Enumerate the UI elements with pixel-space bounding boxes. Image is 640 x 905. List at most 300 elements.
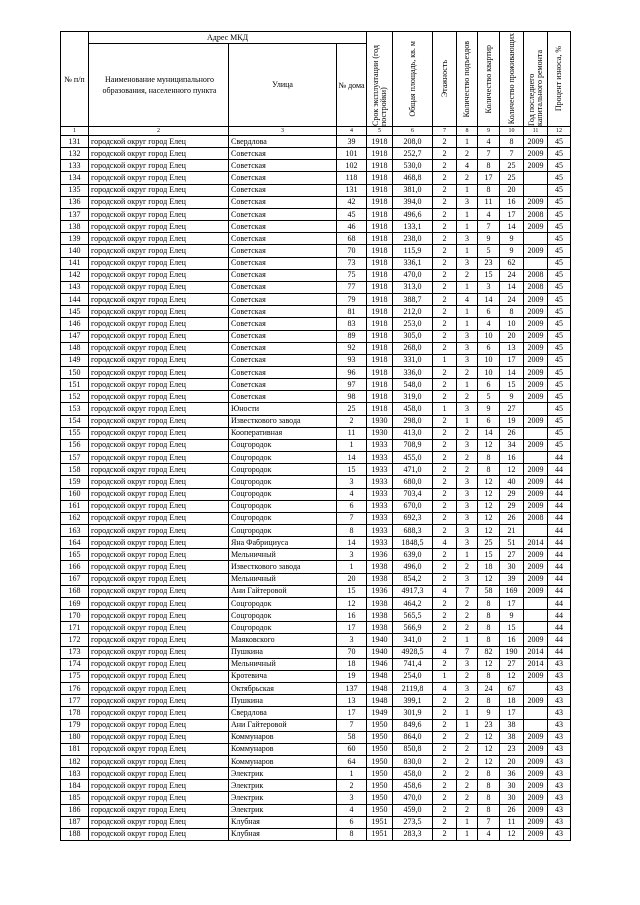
cell-num: 177 [61,695,89,707]
cell-total-area: 708,9 [393,439,433,451]
cell-apartments: 9 [478,403,500,415]
cell-total-area: 639,0 [393,549,433,561]
cell-municipality: городской округ город Елец [89,208,229,220]
cell-wear: 43 [548,780,571,792]
cell-residents: 14 [500,221,524,233]
cell-num: 185 [61,792,89,804]
cell-residents: 9 [500,610,524,622]
cell-entrances: 2 [457,610,478,622]
table-row [61,294,571,306]
cell-municipality: городской округ город Елец [89,136,229,148]
cell-last-repair: 2009 [524,780,548,792]
cell-total-area: 273,5 [393,816,433,828]
cell-year-built: 1951 [367,816,393,828]
cell-wear: 43 [548,804,571,816]
cell-year-built: 1951 [367,828,393,840]
cell-entrances: 7 [457,585,478,597]
cell-year-built: 1938 [367,597,393,609]
cell-total-area: 530,0 [393,160,433,172]
cell-year-built: 1948 [367,683,393,695]
cell-apartments: 8 [478,622,500,634]
cell-total-area: 399,1 [393,695,433,707]
cell-residents: 25 [500,160,524,172]
cell-residents: 25 [500,172,524,184]
cell-entrances: 3 [457,512,478,524]
cell-floors: 2 [433,452,457,464]
cell-year-built: 1918 [367,184,393,196]
cell-municipality: городской округ город Елец [89,768,229,780]
cell-residents: 67 [500,683,524,695]
cell-total-area: 238,0 [393,233,433,245]
table-row [61,427,571,439]
cell-num: 147 [61,330,89,342]
cell-street: Советская [229,184,337,196]
table-row [61,245,571,257]
cell-num: 143 [61,281,89,293]
cell-house: 45 [337,208,367,220]
cell-year-built: 1948 [367,695,393,707]
table-row [61,233,571,245]
cell-wear: 44 [548,464,571,476]
cell-floors: 2 [433,342,457,354]
cell-year-built: 1938 [367,573,393,585]
cell-wear: 45 [548,172,571,184]
cell-residents: 9 [500,233,524,245]
cell-entrances: 3 [457,525,478,537]
cell-house: 96 [337,366,367,378]
cell-year-built: 1950 [367,719,393,731]
cell-apartments: 58 [478,585,500,597]
cell-apartments: 8 [478,160,500,172]
cell-wear: 45 [548,245,571,257]
cell-total-area: 703,4 [393,488,433,500]
cell-wear: 45 [548,184,571,196]
cell-wear: 45 [548,148,571,160]
header-street: Улица [229,44,337,127]
cell-floors: 2 [433,573,457,585]
cell-floors: 2 [433,658,457,670]
cell-entrances: 2 [457,452,478,464]
cell-floors: 2 [433,780,457,792]
cell-street: Коммунаров [229,731,337,743]
cell-apartments: 5 [478,245,500,257]
table-row [61,136,571,148]
cell-wear: 45 [548,342,571,354]
cell-municipality: городской округ город Елец [89,634,229,646]
cell-year-built: 1918 [367,136,393,148]
cell-street: Кротевича [229,670,337,682]
cell-entrances: 3 [457,330,478,342]
cell-street: Советская [229,245,337,257]
cell-apartments: 12 [478,573,500,585]
cell-municipality: городской округ город Елец [89,379,229,391]
cell-floors: 2 [433,561,457,573]
cell-num: 179 [61,719,89,731]
cell-residents: 30 [500,792,524,804]
cell-year-built: 1950 [367,804,393,816]
cell-num: 184 [61,780,89,792]
cell-municipality: городской округ город Елец [89,695,229,707]
cell-apartments: 23 [478,257,500,269]
table-row [61,342,571,354]
cell-residents: 30 [500,780,524,792]
cell-entrances: 1 [457,828,478,840]
cell-wear: 44 [548,452,571,464]
cell-last-repair: 2009 [524,585,548,597]
table-row [61,707,571,719]
cell-municipality: городской округ город Елец [89,597,229,609]
cell-municipality: городской округ город Елец [89,658,229,670]
cell-residents: 27 [500,658,524,670]
cell-apartments: 8 [478,184,500,196]
cell-residents: 36 [500,768,524,780]
table-row [61,525,571,537]
cell-apartments: 4 [478,136,500,148]
cell-last-repair: 2009 [524,245,548,257]
cell-floors: 2 [433,208,457,220]
table-row [61,816,571,828]
header-wear: Процент износа, % [548,32,571,127]
cell-floors: 2 [433,622,457,634]
cell-total-area: 253,0 [393,318,433,330]
table-row [61,439,571,451]
cell-house: 131 [337,184,367,196]
cell-floors: 2 [433,415,457,427]
column-number-wear: 12 [548,127,571,136]
cell-num: 181 [61,743,89,755]
cell-entrances: 2 [457,792,478,804]
cell-municipality: городской округ город Елец [89,743,229,755]
cell-total-area: 4917,3 [393,585,433,597]
cell-apartments: 6 [478,306,500,318]
cell-total-area: 566,9 [393,622,433,634]
cell-apartments: 8 [478,804,500,816]
table-row [61,318,571,330]
cell-residents: 17 [500,208,524,220]
cell-total-area: 298,0 [393,415,433,427]
cell-num: 159 [61,476,89,488]
cell-year-built: 1918 [367,342,393,354]
cell-total-area: 741,4 [393,658,433,670]
cell-floors: 2 [433,318,457,330]
cell-last-repair: 2009 [524,221,548,233]
cell-street: Клубная [229,816,337,828]
table-row [61,488,571,500]
cell-year-built: 1938 [367,622,393,634]
cell-municipality: городской округ город Елец [89,683,229,695]
cell-floors: 4 [433,537,457,549]
cell-entrances: 3 [457,354,478,366]
cell-floors: 2 [433,379,457,391]
cell-year-built: 1933 [367,488,393,500]
cell-municipality: городской округ город Елец [89,342,229,354]
cell-last-repair: 2009 [524,136,548,148]
cell-year-built: 1950 [367,755,393,767]
cell-num: 154 [61,415,89,427]
cell-floors: 2 [433,233,457,245]
cell-municipality: городской округ город Елец [89,512,229,524]
cell-num: 171 [61,622,89,634]
cell-house: 3 [337,634,367,646]
cell-total-area: 115,9 [393,245,433,257]
table-row [61,828,571,840]
cell-wear: 45 [548,330,571,342]
cell-floors: 2 [433,707,457,719]
cell-floors: 2 [433,184,457,196]
cell-street: Советская [229,257,337,269]
cell-entrances: 2 [457,427,478,439]
cell-apartments: 25 [478,537,500,549]
cell-last-repair: 2009 [524,828,548,840]
cell-house: 3 [337,476,367,488]
header-total-area: Общая площадь, кв. м [393,32,433,127]
cell-wear: 45 [548,269,571,281]
cell-wear: 44 [548,573,571,585]
cell-apartments: 8 [478,780,500,792]
cell-total-area: 133,1 [393,221,433,233]
cell-num: 135 [61,184,89,196]
table-row [61,391,571,403]
cell-municipality: городской округ город Елец [89,525,229,537]
cell-last-repair: 2009 [524,743,548,755]
cell-floors: 2 [433,743,457,755]
cell-municipality: городской округ город Елец [89,330,229,342]
cell-last-repair: 2009 [524,804,548,816]
cell-house: 101 [337,148,367,160]
header-row-number: № п/п [61,32,89,127]
cell-wear: 44 [548,512,571,524]
cell-total-area: 455,0 [393,452,433,464]
cell-street: Советская [229,148,337,160]
cell-year-built: 1933 [367,512,393,524]
cell-street: Советская [229,330,337,342]
cell-residents: 12 [500,670,524,682]
cell-apartments: 4 [478,208,500,220]
cell-residents: 23 [500,743,524,755]
cell-apartments: 12 [478,488,500,500]
cell-residents: 27 [500,549,524,561]
cell-year-built: 1918 [367,366,393,378]
cell-floors: 2 [433,257,457,269]
cell-floors: 2 [433,330,457,342]
cell-apartments: 7 [478,816,500,828]
cell-residents: 21 [500,525,524,537]
cell-total-area: 283,3 [393,828,433,840]
cell-residents: 15 [500,379,524,391]
cell-wear: 45 [548,136,571,148]
cell-year-built: 1940 [367,634,393,646]
cell-residents: 40 [500,476,524,488]
cell-last-repair: 2008 [524,512,548,524]
cell-residents: 12 [500,828,524,840]
cell-total-area: 252,7 [393,148,433,160]
cell-wear: 45 [548,196,571,208]
cell-house: 12 [337,597,367,609]
table-row [61,403,571,415]
cell-last-repair: 2009 [524,306,548,318]
cell-house: 58 [337,731,367,743]
cell-house: 6 [337,500,367,512]
cell-residents: 17 [500,707,524,719]
cell-apartments: 8 [478,597,500,609]
cell-apartments: 4 [478,318,500,330]
cell-year-built: 1918 [367,269,393,281]
column-number-residents: 10 [500,127,524,136]
cell-residents: 169 [500,585,524,597]
cell-residents: 38 [500,719,524,731]
cell-municipality: городской округ город Елец [89,184,229,196]
cell-num: 133 [61,160,89,172]
cell-apartments: 10 [478,366,500,378]
cell-num: 173 [61,646,89,658]
cell-wear: 43 [548,731,571,743]
cell-municipality: городской округ город Елец [89,464,229,476]
cell-wear: 45 [548,281,571,293]
cell-total-area: 850,8 [393,743,433,755]
cell-apartments: 8 [478,452,500,464]
cell-wear: 45 [548,391,571,403]
cell-last-repair: 2008 [524,269,548,281]
cell-num: 165 [61,549,89,561]
cell-residents: 15 [500,622,524,634]
cell-floors: 2 [433,768,457,780]
cell-wear: 43 [548,683,571,695]
cell-municipality: городской округ город Елец [89,816,229,828]
cell-last-repair: 2009 [524,354,548,366]
cell-num: 136 [61,196,89,208]
cell-entrances: 2 [457,670,478,682]
cell-apartments: 8 [478,768,500,780]
cell-street: Коммунаров [229,755,337,767]
cell-entrances: 1 [457,221,478,233]
cell-entrances: 3 [457,573,478,585]
cell-floors: 2 [433,731,457,743]
cell-house: 70 [337,646,367,658]
cell-year-built: 1940 [367,646,393,658]
cell-municipality: городской округ город Елец [89,160,229,172]
cell-wear: 43 [548,707,571,719]
cell-apartments: 12 [478,512,500,524]
cell-floors: 4 [433,585,457,597]
cell-municipality: городской округ город Елец [89,610,229,622]
cell-house: 18 [337,658,367,670]
cell-residents: 26 [500,512,524,524]
cell-total-area: 1848,5 [393,537,433,549]
table-row [61,537,571,549]
table-row [61,452,571,464]
cell-last-repair: 2009 [524,196,548,208]
cell-num: 132 [61,148,89,160]
cell-entrances: 1 [457,318,478,330]
cell-wear: 44 [548,646,571,658]
cell-total-area: 459,0 [393,804,433,816]
cell-entrances: 1 [457,719,478,731]
cell-floors: 2 [433,172,457,184]
table-row [61,646,571,658]
cell-street: Свердлова [229,707,337,719]
cell-municipality: городской округ город Елец [89,439,229,451]
cell-municipality: городской округ город Елец [89,731,229,743]
cell-num: 160 [61,488,89,500]
cell-residents: 9 [500,391,524,403]
cell-street: Пушкина [229,646,337,658]
cell-municipality: городской округ город Елец [89,233,229,245]
cell-last-repair: 2009 [524,464,548,476]
cell-house: 6 [337,816,367,828]
table-row [61,658,571,670]
cell-year-built: 1930 [367,415,393,427]
cell-floors: 2 [433,804,457,816]
cell-floors: 2 [433,755,457,767]
cell-entrances: 1 [457,816,478,828]
cell-last-repair: 2009 [524,755,548,767]
table-row [61,366,571,378]
cell-municipality: городской округ город Елец [89,269,229,281]
cell-floors: 2 [433,828,457,840]
cell-wear: 44 [548,500,571,512]
cell-total-area: 864,0 [393,731,433,743]
cell-apartments: 8 [478,792,500,804]
cell-apartments: 18 [478,561,500,573]
cell-wear: 45 [548,221,571,233]
cell-floors: 2 [433,792,457,804]
table-row [61,804,571,816]
cell-residents: 26 [500,427,524,439]
cell-apartments: 9 [478,707,500,719]
cell-last-repair: 2009 [524,695,548,707]
cell-entrances: 1 [457,415,478,427]
table-row [61,755,571,767]
cell-total-area: 470,0 [393,269,433,281]
cell-num: 161 [61,500,89,512]
cell-residents: 17 [500,597,524,609]
cell-num: 182 [61,755,89,767]
cell-street: Мельничный [229,573,337,585]
cell-street: Соцгородок [229,512,337,524]
cell-last-repair: 2009 [524,330,548,342]
cell-year-built: 1933 [367,525,393,537]
cell-last-repair [524,597,548,609]
cell-residents: 18 [500,695,524,707]
header-apartments: Количество квартир [478,32,500,127]
cell-num: 172 [61,634,89,646]
cell-floors: 2 [433,269,457,281]
cell-municipality: городской округ город Елец [89,391,229,403]
cell-num: 137 [61,208,89,220]
cell-last-repair: 2009 [524,561,548,573]
cell-floors: 2 [433,488,457,500]
cell-municipality: городской округ город Елец [89,707,229,719]
cell-residents: 51 [500,537,524,549]
cell-house: 2 [337,780,367,792]
cell-num: 174 [61,658,89,670]
cell-house: 70 [337,245,367,257]
table-row [61,196,571,208]
cell-num: 167 [61,573,89,585]
cell-house: 97 [337,379,367,391]
cell-floors: 2 [433,160,457,172]
cell-residents: 20 [500,330,524,342]
cell-municipality: городской округ город Елец [89,415,229,427]
cell-municipality: городской округ город Елец [89,585,229,597]
cell-total-area: 458,0 [393,768,433,780]
table-row [61,172,571,184]
cell-municipality: городской округ город Елец [89,500,229,512]
cell-entrances: 4 [457,294,478,306]
cell-street: Советская [229,269,337,281]
cell-year-built: 1918 [367,294,393,306]
header-entrances: Количество подъездов [457,32,478,127]
